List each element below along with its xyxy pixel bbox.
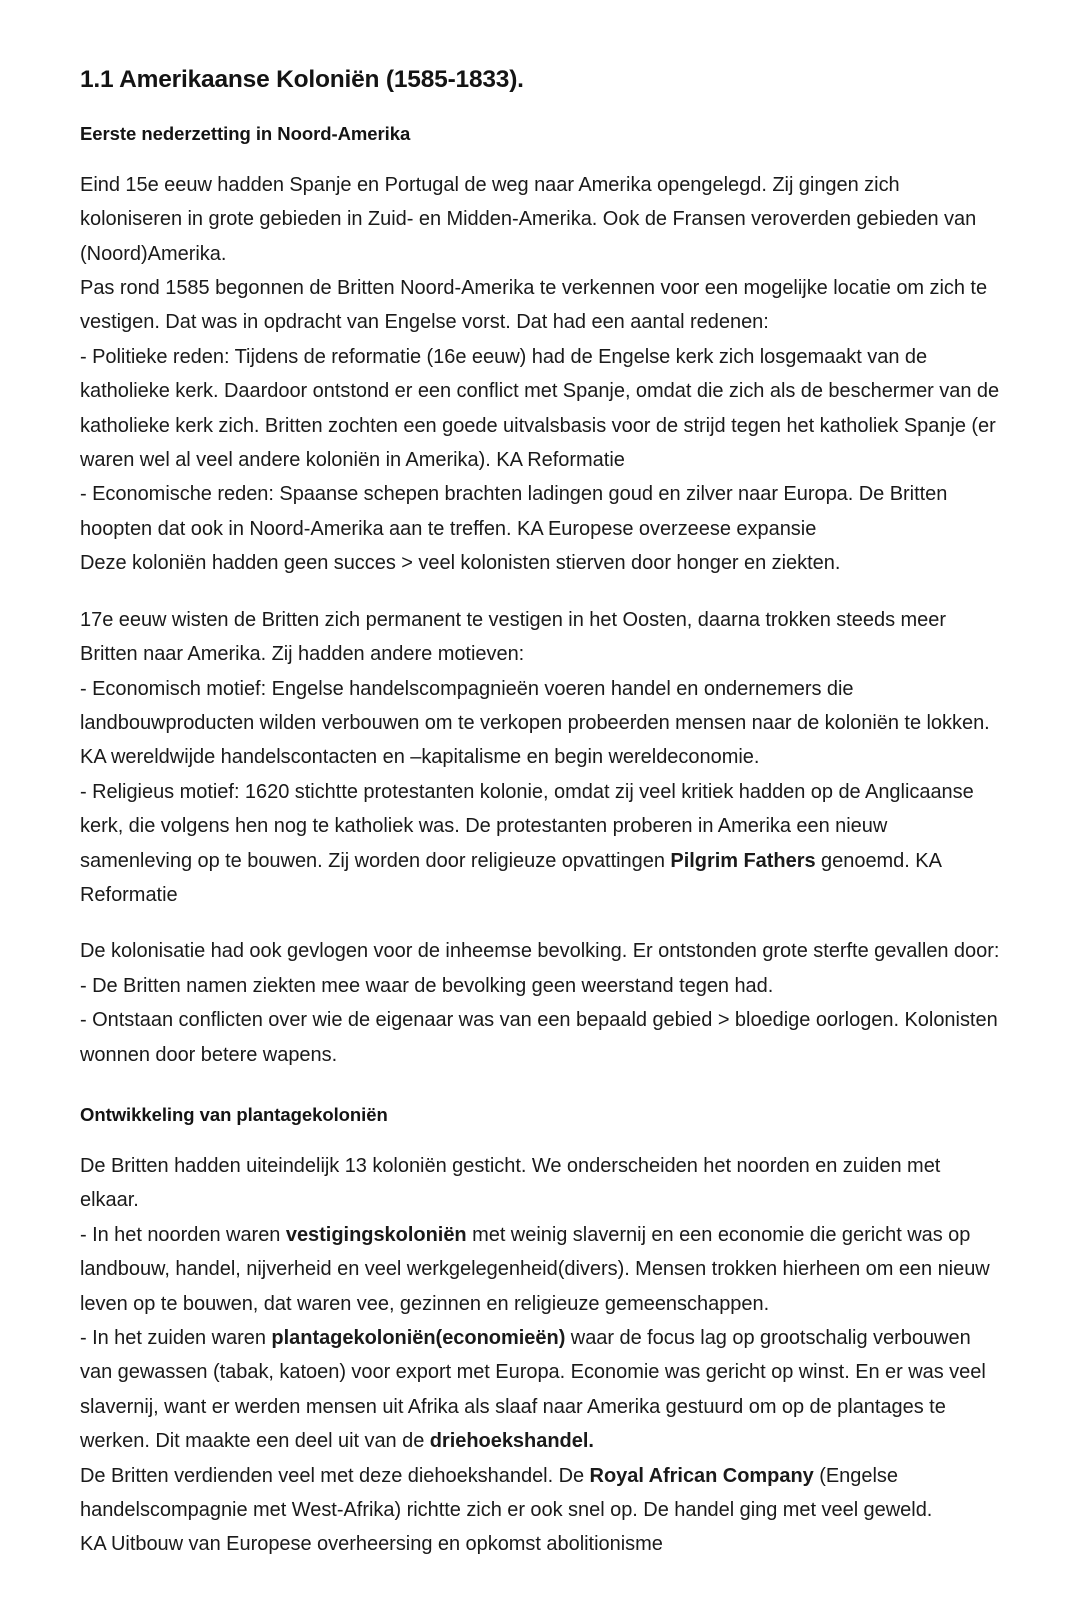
text-line: Deze koloniën hadden geen succes > veel kolonisten stierven door honger en ziekten. <box>80 552 841 575</box>
paragraph-17th-century-motives <box>80 603 1000 913</box>
text-line: genoemd. KA Reformatie <box>80 849 941 906</box>
term-plantagekolonien: plantagekoloniën(economieën) <box>271 1326 566 1349</box>
text-line: De Britten verdienden veel met deze diehoekshandel. De <box>80 1464 590 1487</box>
term-vestigingskolonien: vestigingskoloniën <box>285 1223 467 1246</box>
paragraph-thirteen-colonies <box>80 1149 1000 1562</box>
section-heading-first-settlement: Eerste nederzetting in Noord-Amerika <box>80 122 411 144</box>
text-line: - Economisch motief: Engelse handelscompagnieën voeren handel en ondernemers die landbouwproducten wilden verbouwen om te verkopen probeerden mensen naar de koloniën te lokken. KA wereldwijde handelscontacten en –kapitalisme en begin wereldeconomie. <box>80 677 990 769</box>
paragraph-early-exploration <box>80 168 1000 581</box>
text-line: - De Britten namen ziekten mee waar de bevolking geen weerstand tegen had. <box>80 974 774 997</box>
text-line: - Politieke reden: Tijdens de reformatie (16e eeuw) had de Engelse kerk zich losgemaakt van de katholieke kerk. Daardoor ontstond er een conflict met Spanje, omdat die zich als de beschermer van de katholieke kerk zich. Britten zochten een goede uitvalsbasis voor de strijd tegen het katholiek Spanje (er waren wel al veel andere koloniën in Amerika). KA Reformatie <box>80 345 1000 472</box>
term-royal-african-company: Royal African Company <box>589 1464 814 1487</box>
text-line: met weinig slavernij en een economie die gericht was op landbouw, handel, nijverheid en veel werkgelegenheid(divers). Mensen trokken hierheen om een nieuw leven op te bouwen, dat waren vee, gezinnen en religieuze gemeenschappen. <box>80 1223 990 1315</box>
text-line: KA Uitbouw van Europese overheersing en opkomst abolitionisme <box>80 1533 663 1556</box>
text-line: - In het zuiden waren <box>80 1326 272 1349</box>
text-line: Eind 15e eeuw hadden Spanje en Portugal de weg naar Amerika opengelegd. Zij gingen zich koloniseren in grote gebieden in Zuid- en Midden-Amerika. Ook de Fransen veroverden gebieden van (Noord)Amerika. <box>80 173 977 265</box>
text-line: (Engelse handelscompagnie met West-Afrika) richtte zich er ook snel op. De handel ging met veel geweld. <box>80 1464 933 1521</box>
text-line: Pas rond 1585 begonnen de Britten Noord-Amerika te verkennen voor een mogelijke locatie om zich te vestigen. Dat was in opdracht van Engelse vorst. Dat had een aantal redenen: <box>80 277 988 334</box>
text-line: - In het noorden waren <box>80 1223 286 1246</box>
term-pilgrim-fathers: Pilgrim Fathers <box>670 849 816 872</box>
page-title: 1.1 Amerikaanse Koloniën (1585-1833). <box>80 66 524 93</box>
section-heading-plantation-colonies: Ontwikkeling van plantagekoloniën <box>80 1103 388 1125</box>
text-line: - Economische reden: Spaanse schepen brachten ladingen goud en zilver naar Europa. De Britten hoopten dat ook in Noord-Amerika aan te treffen. KA Europese overzeese expansie <box>80 483 948 540</box>
text-line: - Religieus motief: 1620 stichtte protestanten kolonie, omdat zij veel kritiek hadden op de Anglicaanse kerk, die volgens hen nog te katholiek was. De protestanten proberen in Amerika een nieuw samenleving op te bouwen. Zij worden door religieuze opvattingen <box>80 780 974 872</box>
text-line: 17e eeuw wisten de Britten zich permanent te vestigen in het Oosten, daarna trokken steeds meer Britten naar Amerika. Zij hadden andere motieven: <box>80 608 946 666</box>
text-line: De Britten hadden uiteindelijk 13 koloniën gesticht. We onderscheiden het noorden en zuiden met elkaar. <box>80 1154 941 1212</box>
paragraph-colonisation-consequences <box>80 934 1000 1072</box>
text-line: De kolonisatie had ook gevlogen voor de inheemse bevolking. Er ontstonden grote sterfte gevallen door: <box>80 940 1000 963</box>
text-line: - Ontstaan conflicten over wie de eigenaar was van een bepaald gebied > bloedige oorlogen. Kolonisten wonnen door betere wapens. <box>80 1009 998 1066</box>
text-line: waar de focus lag op grootschalig verbouwen van gewassen (tabak, katoen) voor export met Europa. Economie was gericht op winst. En er was veel slavernij, want er werden mensen uit Afrika als slaaf naar Amerika gestuurd om op de plantages te werken. Dit maakte een deel uit van de <box>80 1326 986 1453</box>
term-driehoekshandel: driehoekshandel. <box>429 1430 594 1453</box>
